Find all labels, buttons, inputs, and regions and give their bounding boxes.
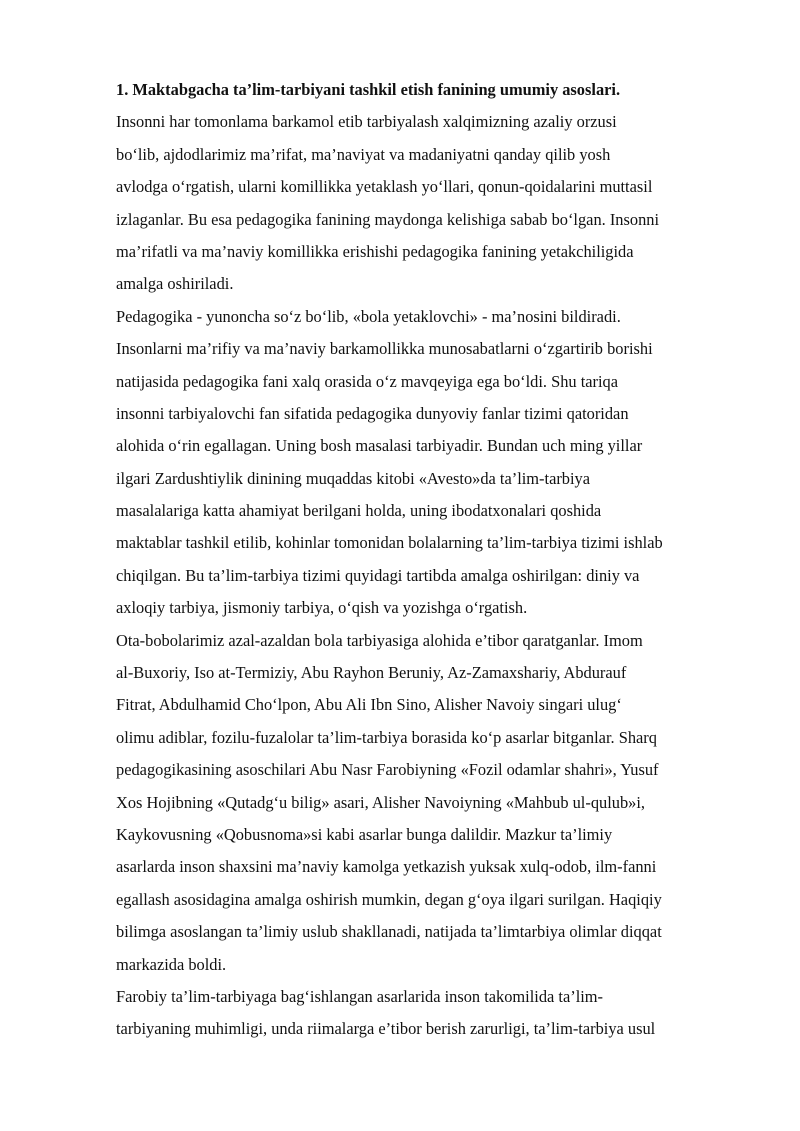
text-line: amalga oshiriladi. [116, 274, 234, 294]
text-line: Kaykovusning «Qobusnoma»si kabi asarlar bunga dalildir. Mazkur ta’limiy [116, 824, 613, 844]
text-line: axloqiy tarbiya, jismoniy tarbiya, o‘qish va yozishga o‘rgatish. [116, 598, 528, 618]
text-line: Insonni har tomonlama barkamol etib tarbiyalash xalqimizning azaliy orzusi [116, 112, 617, 132]
text-line: alohida o‘rin egallagan. Uning bosh masalasi tarbiyadir. Bundan uch ming yillar [116, 436, 643, 456]
text-line: ma’rifatli va ma’naviy komillikka erishishi pedagogika fanining yetakchiligida [116, 241, 634, 261]
text-line: markazida boldi. [116, 954, 227, 974]
text-line: Fitrat, Abdulhamid Cho‘lpon, Abu Ali Ibn Sino, Alisher Navoiy singari ulug‘ [116, 695, 622, 715]
text-line: Xos Hojibning «Qutadg‘u bilig» asari, Alisher Navoiyning «Mahbub ul-qulub»i, [116, 792, 646, 812]
text-line: izlaganlar. Bu esa pedagogika fanining maydonga kelishiga sabab bo‘lgan. Insonni [116, 209, 660, 229]
text-line: pedagogikasining asoschilari Abu Nasr Farobiyning «Fozil odamlar shahri», Yusuf [116, 760, 659, 780]
text-line: masalalariga katta ahamiyat berilgani holda, uning ibodatxonalari qoshida [116, 501, 602, 521]
text-line: insonni tarbiyalovchi fan sifatida pedagogika dunyoviy fanlar tizimi qatoridan [116, 403, 629, 423]
text-line: Ota-bobolarimiz azal-azaldan bola tarbiyasiga alohida e’tibor qaratganlar. Imom [116, 630, 643, 650]
document-page [116, 74, 744, 1046]
text-line: olimu adiblar, fozilu-fuzalolar ta’lim-tarbiya borasida ko‘p asarlar bitganlar. Sharq [116, 727, 657, 747]
text-line: bo‘lib, ajdodlarimiz ma’rifat, ma’naviyat va madaniyatni qanday qilib yosh [116, 144, 611, 164]
text-line: bilimga asoslangan ta’limiy uslub shakllanadi, natijada ta’limtarbiya olimlar diqqat [116, 922, 662, 942]
text-line: avlodga o‘rgatish, ularni komillikka yetaklash yo‘llari, qonun-qoidalarini muttasil [116, 177, 653, 197]
text-line: asarlarda inson shaxsini ma’naviy kamolga yetkazish yuksak xulq-odob, ilm-fanni [116, 857, 657, 877]
text-line: ilgari Zardushtiylik dinining muqaddas kitobi «Avesto»da ta’lim-tarbiya [116, 468, 591, 488]
text-line: Pedagogika - yunoncha so‘z bo‘lib, «bola yetaklovchi» - ma’nosini bildiradi. [116, 306, 621, 326]
text-line: egallash asosidagina amalga oshirish mumkin, degan g‘oya ilgari surilgan. Haqiqiy [116, 889, 662, 909]
section-heading: 1. Maktabgacha ta’lim-tarbiyani tashkil etish fanining umumiy asoslari. [116, 80, 621, 99]
text-line: maktablar tashkil etilib, kohinlar tomonidan bolalarning ta’lim-tarbiya tizimi ishlab [116, 533, 663, 553]
text-line: natijasida pedagogika fani xalq orasida o‘z mavqeyiga ega bo‘ldi. Shu tariqa [116, 371, 619, 391]
text-line: Farobiy ta’lim-tarbiyaga bag‘ishlangan asarlarida inson takomilida ta’lim- [116, 986, 604, 1006]
text-line: al-Buxoriy, Iso at-Termiziy, Abu Rayhon Beruniy, Az-Zamaxshariy, Abdurauf [116, 663, 627, 683]
text-line: Insonlarni ma’rifiy va ma’naviy barkamollikka munosabatlarni o‘zgartirib borishi [116, 339, 653, 359]
text-line: tarbiyaning muhimligi, unda riimalarga e’tibor berish zarurligi, ta’lim-tarbiya usul [116, 1019, 656, 1039]
text-line: chiqilgan. Bu ta’lim-tarbiya tizimi quyidagi tartibda amalga oshirilgan: diniy va [116, 565, 640, 585]
